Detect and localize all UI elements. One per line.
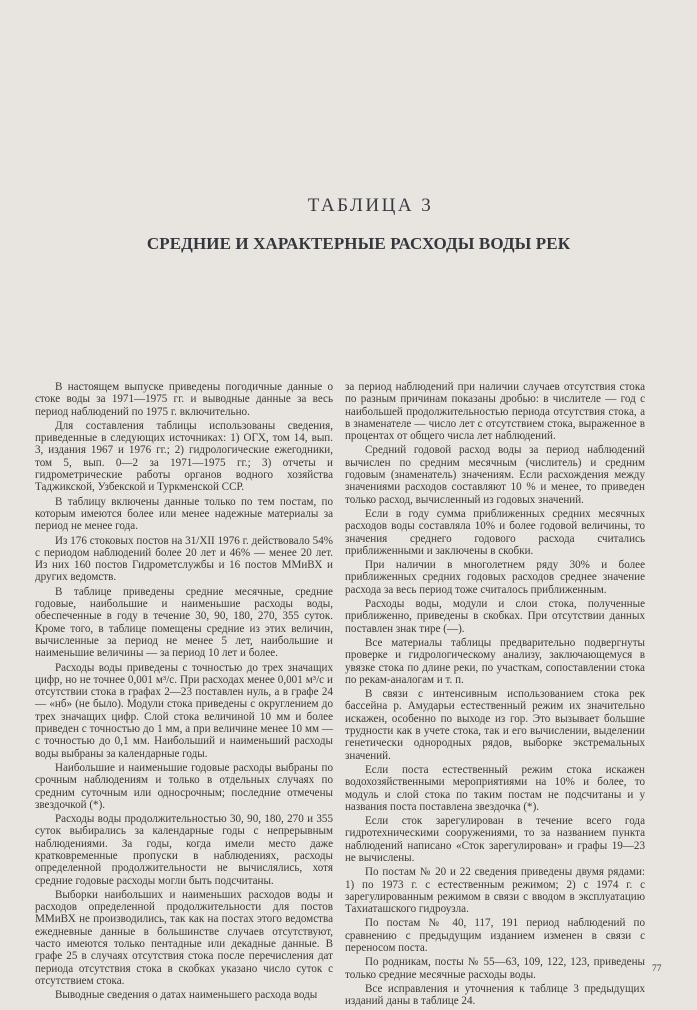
paragraph: Для составления таблицы использованы сведения, приведенные в следующих источниках: 1) ОГХ, том 14, вып. 3, издания 1967 и 1976 гг.; 2) гидрологические ежегодники, том 5, вып. 0—2 за 1971—1975 гг.; 3) отчеты и гидрометрические работы органов водного хозяйства Таджикской, Узбекской и Туркменской ССР. bbox=[35, 419, 333, 494]
title-block bbox=[0, 195, 697, 254]
right-text-column bbox=[345, 381, 645, 1010]
table-title: ТАБЛИЦА 3 bbox=[307, 195, 434, 216]
paragraph: Все материалы таблицы предварительно подвергнуты проверке и гидрологическому анализу, заключающемуся в увязке стока по длине реки, по участкам, сопоставлении стока по рекам-аналогам и т. п. bbox=[345, 636, 645, 686]
paragraph: В настоящем выпуске приведены погодичные данные о стоке воды за 1971—1975 гг. и выводные данные за весь период наблюдений по 1975 г. включительно. bbox=[35, 381, 333, 418]
paragraph: По постам № 40, 117, 191 период наблюдений по сравнению с предыдущим изданием изменен в связи с переносом поста. bbox=[345, 917, 645, 955]
paragraph: Расходы воды продолжительностью 30, 90, 180, 270 и 355 суток выбирались за календарные годы с непрерывным наблюдениями. За годы, когда имели место даже кратковременные пропуски в наблюдениях, расходы определенной продолжительности не вычислялись, хотя средние годовые расходы могли быть подсчитаны. bbox=[35, 813, 333, 887]
paragraph: Выводные сведения о датах наименьшего расхода воды bbox=[55, 989, 318, 1002]
paragraph: Наибольшие и наименьшие годовые расходы выбраны по срочным наблюдениям и только в отдельных случаях по средним суточным или односрочным; последние отмечены звездочкой (*). bbox=[35, 761, 333, 811]
paragraph: В таблице приведены средние месячные, средние годовые, наибольшие и наименьшие расходы воды, обеспеченные в году в течение 30, 90, 180, 270, 355 суток. Кроме того, в таблице помещены средние из этих величин, вычисленные за период не менее 5 лет, наибольшие и наименьшие величины — за период 10 лет и более. bbox=[35, 585, 333, 660]
paragraph: В связи с интенсивным использованием стока рек бассейна р. Амударьи естественный режим их значительно искажен, особенно по выходе из гор. Это вызывает большие трудности как в учете стока, так и его вычислении, выделении генетически однородных рядов, выборке экстремальных значений. bbox=[345, 688, 645, 762]
paragraph: По постам № 20 и 22 сведения приведены двумя рядами: 1) по 1973 г. с естественным режимом; 2) с 1974 г. с зарегулированным режимом в связи с вводом в эксплуатацию Тахиаташского гидроузла. bbox=[345, 866, 645, 916]
left-text-column bbox=[35, 381, 333, 1004]
paragraph: Все исправления и уточнения к таблице 3 предыдущих изданий даны в таблице 24. bbox=[345, 982, 645, 1008]
paragraph: Расходы воды приведены с точностью до трех значащих цифр, но не точнее 0,001 м³/с. При расходах менее 0,001 м³/с и отсутствии стока в графах 2—23 поставлен нуль, а в графе 24 — «нб» (не было). Модули стока приведены с округлением до трех значащих цифр. Слой стока величиной 10 мм и более приведен с точностью до 1 мм, а при величине менее 10 мм — с точностью до 0,1 мм. Наибольший и наименьший расходы воды выбраны за календарные годы. bbox=[35, 661, 333, 760]
paragraph: При наличии в многолетнем ряду 30% и более приближенных средних годовых расходов среднее значение расхода за весь период тоже считалось приближенным. bbox=[345, 559, 645, 596]
paragraph: Если поста естественный режим стока искажен водохозяйственными мероприятиями на 10% и более, то модуль и слой стока по таким постам не подсчитаны и у названия поста поставлена звездочка (*). bbox=[345, 763, 645, 813]
paragraph: Если сток зарегулирован в течение всего года гидротехническими сооружениями, то за названием пункта наблюдений написано «Сток зарегулирован» и графы 19—23 не вычислены. bbox=[345, 815, 645, 864]
paragraph: Выборки наибольших и наименьших расходов воды и расходов определенной продолжительности для постов ММиВХ не производились, так как на постах этого ведомства ежедневные данные в большинстве случаев отсутствуют, часто имеются только пентадные или декадные данные. В графе 25 в случаях отсутствия стока после перечисления дат периода отсутствия стока в скобках указано число суток с отсутствием стока. bbox=[35, 888, 333, 987]
table-subtitle: СРЕДНИЕ И ХАРАКТЕРНЫЕ РАСХОДЫ ВОДЫ РЕК bbox=[146, 234, 571, 253]
page-number: 77 bbox=[652, 964, 662, 974]
paragraph: Расходы воды, модули и слои стока, полученные приближенно, приведены в скобках. При отсутствии данных поставлен знак тире (—). bbox=[345, 598, 645, 635]
paragraph: В таблицу включены данные только по тем постам, по которым имеются более или менее надежные материалы за период не менее года. bbox=[35, 495, 333, 533]
paragraph: за период наблюдений при наличии случаев отсутствия стока по разным причинам показаны дробью: в числителе — год с наибольшей продолжительностью периода отсутствия стока, а в знаменателе — число лет с отсутствием стока, выраженное в процентах от общего числа лет наблюдений. bbox=[345, 381, 645, 443]
paragraph: Из 176 стоковых постов на 31/XII 1976 г. действовало 54% с периодом наблюдений более 20 лет и 46% — менее 20 лет. Из них 160 постов Гидрометслужбы и 16 постов ММиВХ и других ведомств. bbox=[35, 534, 333, 584]
paragraph: Средний годовой расход воды за период наблюдений вычислен по средним месячным (числитель) и средним годовым (знаменатель) значениям. Если расхождения между значениями расходов составляют 10 % и менее, то приведен только расход, вычисленный из годовых значений. bbox=[345, 444, 645, 506]
paragraph: Если в году сумма приближенных средних месячных расходов воды составляла 10% и более годовой величины, то значения среднего годового расхода считались приближенными и заключены в скобки. bbox=[345, 507, 645, 557]
paragraph: По родникам, посты № 55—63, 109, 122, 123, приведены только средние месячные расходы воды. bbox=[345, 956, 645, 981]
